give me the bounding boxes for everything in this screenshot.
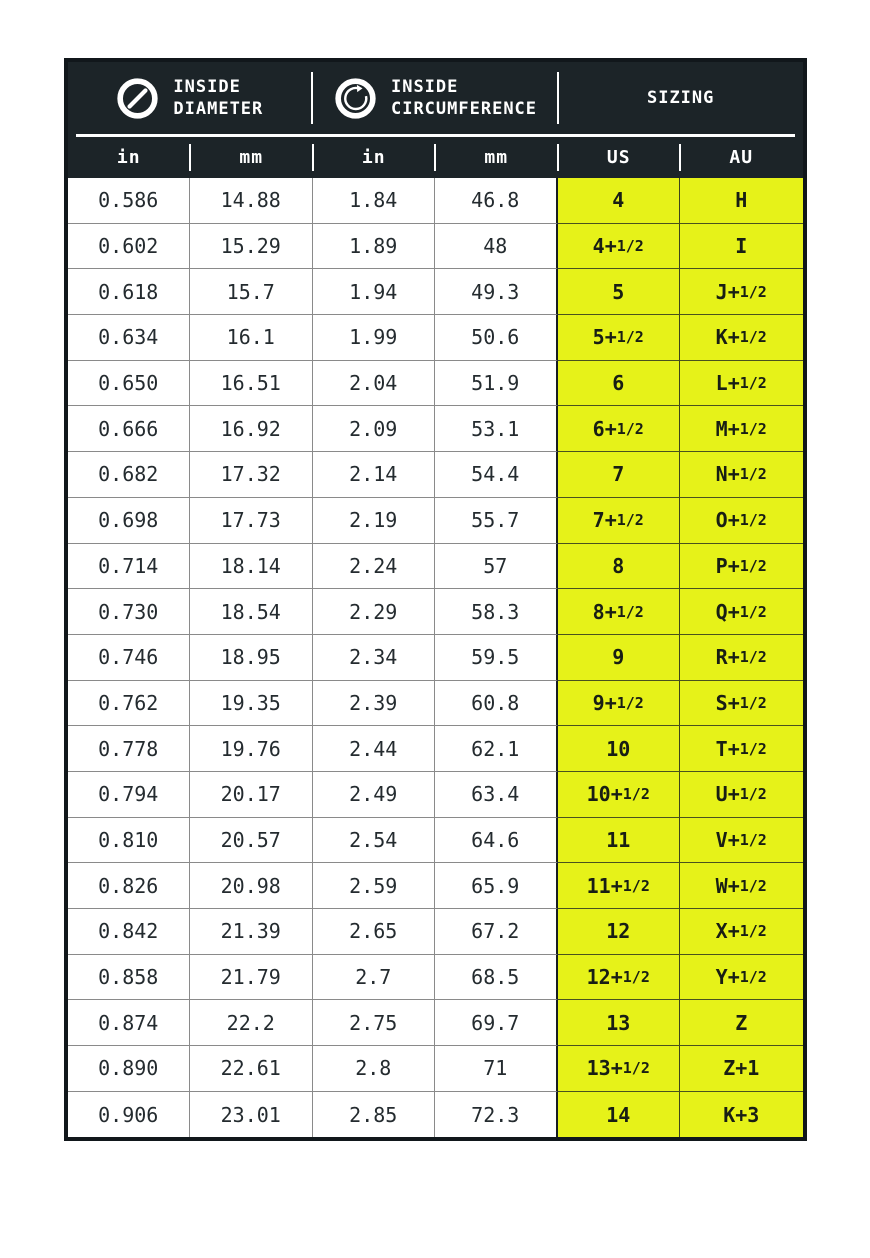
measure-cell: 0.794	[68, 772, 191, 818]
measure-cell: 48	[435, 224, 558, 270]
ring-size-table	[64, 58, 807, 1141]
measure-cell: 0.666	[68, 406, 191, 452]
measure-cell: 2.19	[313, 498, 436, 544]
table-row	[68, 863, 803, 909]
size-cell: 10+ 1/2	[558, 772, 681, 818]
measure-cell: 21.39	[190, 909, 313, 955]
size-cell: O+ 1/2	[680, 498, 803, 544]
measure-cell: 22.61	[190, 1046, 313, 1092]
diameter-icon	[115, 76, 160, 121]
measure-cell: 0.842	[68, 909, 191, 955]
measure-cell: 2.7	[313, 955, 436, 1001]
measure-cell: 21.79	[190, 955, 313, 1001]
measure-cell: 1.99	[313, 315, 436, 361]
header-group-label	[173, 76, 263, 120]
size-cell: 6	[558, 361, 681, 407]
measure-cell: 2.85	[313, 1092, 436, 1138]
measure-cell: 72.3	[435, 1092, 558, 1138]
column-header-us: US	[558, 137, 681, 178]
measure-cell: 2.04	[313, 361, 436, 407]
measure-cell: 65.9	[435, 863, 558, 909]
measure-cell: 71	[435, 1046, 558, 1092]
measure-cell: 0.810	[68, 818, 191, 864]
size-cell: 12+ 1/2	[558, 955, 681, 1001]
measure-cell: 51.9	[435, 361, 558, 407]
size-cell: R+ 1/2	[680, 635, 803, 681]
measure-cell: 2.54	[313, 818, 436, 864]
size-cell: M+ 1/2	[680, 406, 803, 452]
measure-cell: 0.730	[68, 589, 191, 635]
table-row	[68, 635, 803, 681]
table-row	[68, 406, 803, 452]
measure-cell: 53.1	[435, 406, 558, 452]
size-cell: Y+ 1/2	[680, 955, 803, 1001]
measure-cell: 0.602	[68, 224, 191, 270]
column-header-circumference-mm: mm	[435, 137, 558, 178]
table-row	[68, 544, 803, 590]
size-cell: 5+ 1/2	[558, 315, 681, 361]
table-row	[68, 269, 803, 315]
measure-cell: 15.29	[190, 224, 313, 270]
measure-cell: 0.714	[68, 544, 191, 590]
measure-cell: 2.24	[313, 544, 436, 590]
size-cell: V+ 1/2	[680, 818, 803, 864]
measure-cell: 67.2	[435, 909, 558, 955]
measure-cell: 62.1	[435, 726, 558, 772]
table-row	[68, 589, 803, 635]
measure-cell: 16.51	[190, 361, 313, 407]
measure-cell: 0.778	[68, 726, 191, 772]
measure-cell: 0.874	[68, 1000, 191, 1046]
measure-cell: 17.32	[190, 452, 313, 498]
table-row	[68, 452, 803, 498]
table-row	[68, 909, 803, 955]
measure-cell: 1.94	[313, 269, 436, 315]
size-cell: 9+ 1/2	[558, 681, 681, 727]
measure-cell: 55.7	[435, 498, 558, 544]
measure-cell: 1.89	[313, 224, 436, 270]
measure-cell: 18.54	[190, 589, 313, 635]
table-row	[68, 224, 803, 270]
measure-cell: 2.44	[313, 726, 436, 772]
size-cell: 9	[558, 635, 681, 681]
size-cell: Z	[680, 1000, 803, 1046]
column-header-diameter-mm: mm	[190, 137, 313, 178]
label-line1: INSIDE	[390, 76, 459, 97]
size-cell: 10	[558, 726, 681, 772]
measure-cell: 0.890	[68, 1046, 191, 1092]
size-cell: 11+ 1/2	[558, 863, 681, 909]
measure-cell: 49.3	[435, 269, 558, 315]
size-cell: P+ 1/2	[680, 544, 803, 590]
header-group-sizing	[559, 62, 803, 134]
size-cell: X+ 1/2	[680, 909, 803, 955]
size-cell: 12	[558, 909, 681, 955]
measure-cell: 58.3	[435, 589, 558, 635]
size-cell: 4	[558, 178, 681, 224]
measure-cell: 0.618	[68, 269, 191, 315]
measure-cell: 18.14	[190, 544, 313, 590]
table-row	[68, 726, 803, 772]
measure-cell: 2.34	[313, 635, 436, 681]
size-cell: L+ 1/2	[680, 361, 803, 407]
size-cell: Q+ 1/2	[680, 589, 803, 635]
measure-cell: 22.2	[190, 1000, 313, 1046]
measure-cell: 16.1	[190, 315, 313, 361]
measure-cell: 20.98	[190, 863, 313, 909]
label-line2: DIAMETER	[173, 99, 264, 119]
measure-cell: 0.746	[68, 635, 191, 681]
measure-cell: 0.906	[68, 1092, 191, 1138]
header-group-label	[647, 87, 714, 109]
table-row	[68, 772, 803, 818]
size-cell: U+ 1/2	[680, 772, 803, 818]
measure-cell: 2.29	[313, 589, 436, 635]
measure-cell: 2.49	[313, 772, 436, 818]
table-row	[68, 361, 803, 407]
measure-cell: 23.01	[190, 1092, 313, 1138]
size-cell: 8+ 1/2	[558, 589, 681, 635]
table-header	[68, 62, 803, 178]
table-row	[68, 955, 803, 1001]
table-row	[68, 1046, 803, 1092]
size-cell: 6+ 1/2	[558, 406, 681, 452]
size-cell: N+ 1/2	[680, 452, 803, 498]
measure-cell: 2.75	[313, 1000, 436, 1046]
size-cell: K+ 1/2	[680, 315, 803, 361]
measure-cell: 2.65	[313, 909, 436, 955]
measure-cell: 0.586	[68, 178, 191, 224]
measure-cell: 16.92	[190, 406, 313, 452]
column-header-au: AU	[729, 147, 754, 168]
circumference-icon	[333, 76, 378, 121]
measure-cell: 2.59	[313, 863, 436, 909]
measure-cell: 69.7	[435, 1000, 558, 1046]
table-row	[68, 178, 803, 224]
header-group-label	[391, 76, 537, 120]
measure-cell: 19.35	[190, 681, 313, 727]
measure-cell: 2.39	[313, 681, 436, 727]
measure-cell: 68.5	[435, 955, 558, 1001]
header-group-inside-diameter	[68, 62, 312, 134]
measure-cell: 20.57	[190, 818, 313, 864]
size-cell: W+ 1/2	[680, 863, 803, 909]
size-cell: 7	[558, 452, 681, 498]
measure-cell: 0.634	[68, 315, 191, 361]
size-cell: T+ 1/2	[680, 726, 803, 772]
measure-cell: 63.4	[435, 772, 558, 818]
measure-cell: 54.4	[435, 452, 558, 498]
measure-cell: 50.6	[435, 315, 558, 361]
measure-cell: 1.84	[313, 178, 436, 224]
column-header-diameter-in: in	[68, 137, 191, 178]
table-row	[68, 498, 803, 544]
header-group-row	[68, 62, 803, 134]
measure-cell: 0.762	[68, 681, 191, 727]
column-header-circumference-in: in	[313, 137, 436, 178]
measure-cell: 18.95	[190, 635, 313, 681]
table-row	[68, 315, 803, 361]
measure-cell: 0.858	[68, 955, 191, 1001]
measure-cell: 0.826	[68, 863, 191, 909]
measure-cell: 14.88	[190, 178, 313, 224]
size-cell: K+3	[680, 1092, 803, 1138]
table-row	[68, 818, 803, 864]
size-cell: 4+ 1/2	[558, 224, 681, 270]
measure-cell: 59.5	[435, 635, 558, 681]
size-cell: I	[680, 224, 803, 270]
label-line1: SIZING	[646, 87, 715, 108]
table-row	[68, 1000, 803, 1046]
measure-cell: 0.698	[68, 498, 191, 544]
size-cell: 7+ 1/2	[558, 498, 681, 544]
measure-cell: 60.8	[435, 681, 558, 727]
size-cell: Z+1	[680, 1046, 803, 1092]
measure-cell: 20.17	[190, 772, 313, 818]
size-cell: 11	[558, 818, 681, 864]
label-line2: CIRCUMFERENCE	[390, 99, 538, 119]
size-cell: 14	[558, 1092, 681, 1138]
measure-cell: 17.73	[190, 498, 313, 544]
measure-cell: 57	[435, 544, 558, 590]
size-cell: 13+ 1/2	[558, 1046, 681, 1092]
size-cell: 8	[558, 544, 681, 590]
measure-cell: 2.14	[313, 452, 436, 498]
size-cell: H	[680, 178, 803, 224]
table-body	[68, 178, 803, 1137]
measure-cell: 0.682	[68, 452, 191, 498]
size-cell: J+ 1/2	[680, 269, 803, 315]
size-cell: S+ 1/2	[680, 681, 803, 727]
table-row	[68, 681, 803, 727]
size-cell: 13	[558, 1000, 681, 1046]
header-group-inside-circumference	[313, 62, 557, 134]
measure-cell: 0.650	[68, 361, 191, 407]
column-header-row	[68, 137, 803, 178]
measure-cell: 19.76	[190, 726, 313, 772]
measure-cell: 64.6	[435, 818, 558, 864]
measure-cell: 15.7	[190, 269, 313, 315]
measure-cell: 2.8	[313, 1046, 436, 1092]
label-line1: INSIDE	[173, 76, 241, 97]
measure-cell: 2.09	[313, 406, 436, 452]
table-row	[68, 1092, 803, 1138]
size-cell: 5	[558, 269, 681, 315]
measure-cell: 46.8	[435, 178, 558, 224]
